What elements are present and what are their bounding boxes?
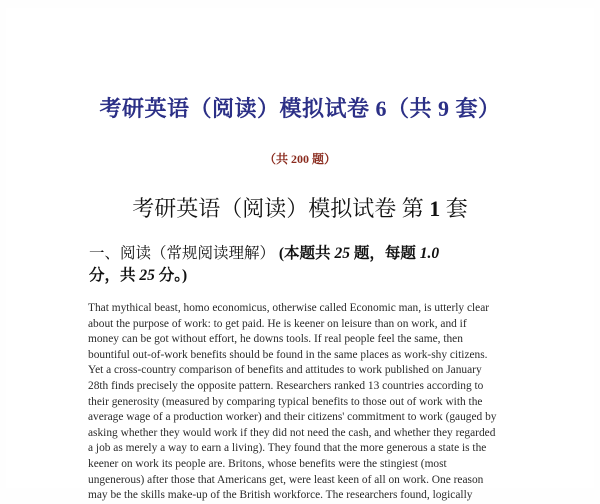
passage-line: may be the skills make-up of the British workforce. The researchers found, logically	[88, 489, 473, 502]
section-line2-end: 分。)	[154, 267, 188, 284]
document-title: 考研英语（阅读）模拟试卷 6（共 9 套）	[99, 96, 501, 121]
section-detail-open: (本题共	[278, 245, 335, 262]
section-points-each: 1.0	[419, 245, 440, 262]
set-title-prefix: 考研英语（阅读）模拟试卷 第	[132, 196, 430, 221]
question-count-subtitle: （共 200 题）	[263, 152, 336, 166]
passage-line: Yet a cross-country comparison of benefits and attitudes to work published on January	[88, 364, 482, 377]
passage-line: average wage of a production worker) and their citizens' commitment to work (gauged by	[88, 411, 497, 424]
passage-line: That mythical beast, homo economicus, otherwise called Economic man, is utterly clear	[88, 302, 490, 314]
section-line2-start: 分，共	[89, 267, 140, 284]
passage-line: money can be got without effort, he downs tools. If real people feel the same, then	[88, 333, 463, 346]
set-title-suffix: 套	[440, 196, 468, 221]
passage-line: their generosity (measured by comparing typical benefits to those out of work with the	[88, 395, 483, 408]
passage-line: ungenerous) after those that Americans get, were least keen of all on work. One reason	[88, 473, 484, 486]
reading-passage	[88, 301, 528, 504]
passage-line: a job as merely a way to earn a living). They found that the more generous a state is the	[88, 442, 487, 455]
section-detail-mid: 题，每题	[349, 245, 420, 262]
set-number: 1	[429, 196, 441, 221]
set-title	[0, 192, 600, 223]
section-question-count: 25	[334, 245, 350, 262]
passage-line: keener on work its people are. Britons, whose benefits were the stingiest (most	[88, 457, 447, 470]
passage-line: bountiful out-of-work benefits should be found in the same places as work-shy citizens.	[88, 348, 488, 361]
section-label: 一、阅读（常规阅读理解）	[89, 245, 276, 262]
passage-line: asking whether they would work if they did not need the cash, and whether they regarded	[88, 426, 496, 439]
section-total-points: 25	[139, 267, 155, 284]
passage-line: 28th finds precisely the opposite pattern. Researchers ranked 13 countries according to	[88, 379, 484, 392]
passage-line: about the purpose of work: to get paid. He is keener on leisure than on work, and if	[88, 317, 467, 330]
section-heading	[89, 243, 509, 287]
